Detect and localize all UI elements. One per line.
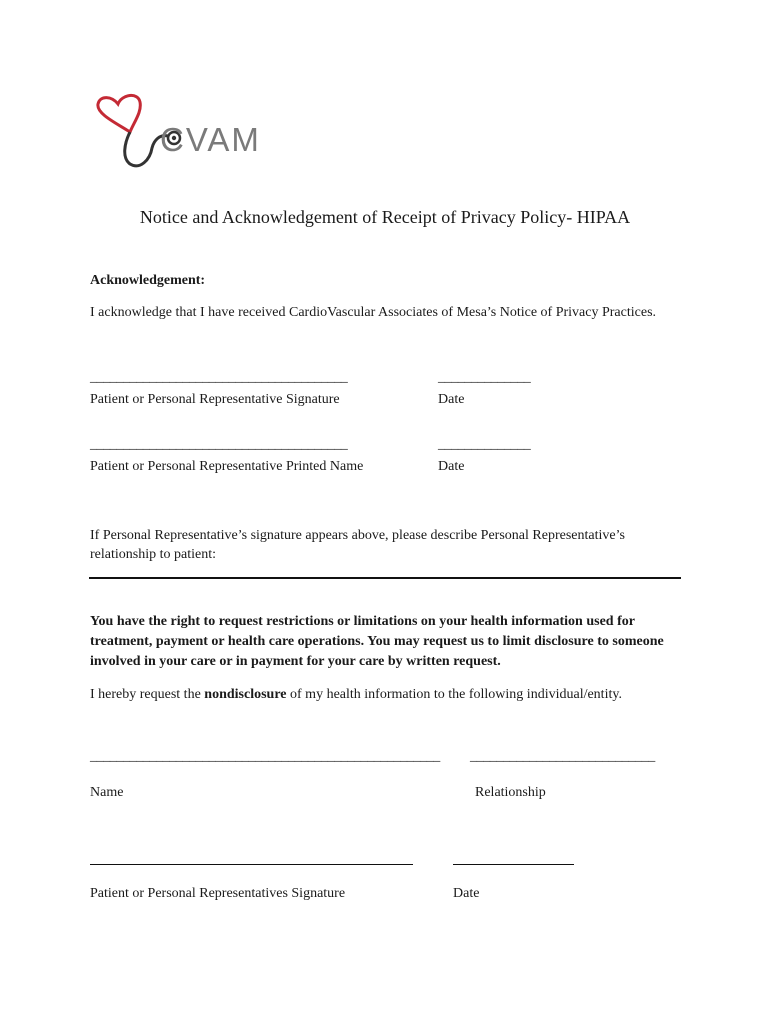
- printed-name-date-line[interactable]: ______________: [438, 437, 531, 452]
- final-date-label: Date: [453, 886, 480, 901]
- nondisclosure-bold: nondisclosure: [204, 687, 287, 702]
- signature-date-line[interactable]: ______________: [438, 370, 531, 385]
- nondisclosure-request: [90, 685, 622, 704]
- name-label: Name: [90, 785, 124, 800]
- name-line[interactable]: _____________________________________________________: [90, 749, 440, 764]
- printed-name-date-label: Date: [438, 459, 465, 474]
- signature-date-label: Date: [438, 392, 465, 407]
- signature-label: Patient or Personal Representative Signature: [90, 392, 340, 407]
- printed-name-line[interactable]: _______________________________________: [90, 437, 348, 452]
- rep-relationship-text: If Personal Representative’s signature appears above, please describe Personal Representative’s relationship to patient:: [90, 528, 625, 562]
- logo-text: CVAM: [160, 121, 261, 158]
- final-signature-label: Patient or Personal Representatives Signature: [90, 886, 346, 901]
- relationship-entry-line[interactable]: [89, 577, 681, 579]
- nondisclosure-before: I hereby request the: [90, 687, 205, 702]
- acknowledgement-heading: Acknowledgement:: [90, 273, 206, 288]
- document-title: Notice and Acknowledgement of Receipt of Privacy Policy- HIPAA: [139, 207, 631, 227]
- final-signature-line[interactable]: [90, 864, 413, 865]
- acknowledgement-text: I acknowledge that I have received CardioVascular Associates of Mesa’s Notice of Privacy Practices.: [90, 305, 657, 320]
- nondisclosure-after: of my health information to the following individual/entity.: [286, 687, 622, 702]
- relationship-label: Relationship: [475, 785, 546, 800]
- rights-paragraph: You have the right to request restrictions or limitations on your health information used for treatment, payment or health care operations. You may request us to limit disclosure to someone involved in your care or in payment for your care by written request.: [90, 614, 664, 669]
- printed-name-label: Patient or Personal Representative Printed Name: [90, 459, 364, 474]
- signature-line[interactable]: _______________________________________: [90, 370, 348, 385]
- final-date-line[interactable]: [453, 864, 574, 865]
- relationship-line[interactable]: ____________________________: [470, 749, 655, 764]
